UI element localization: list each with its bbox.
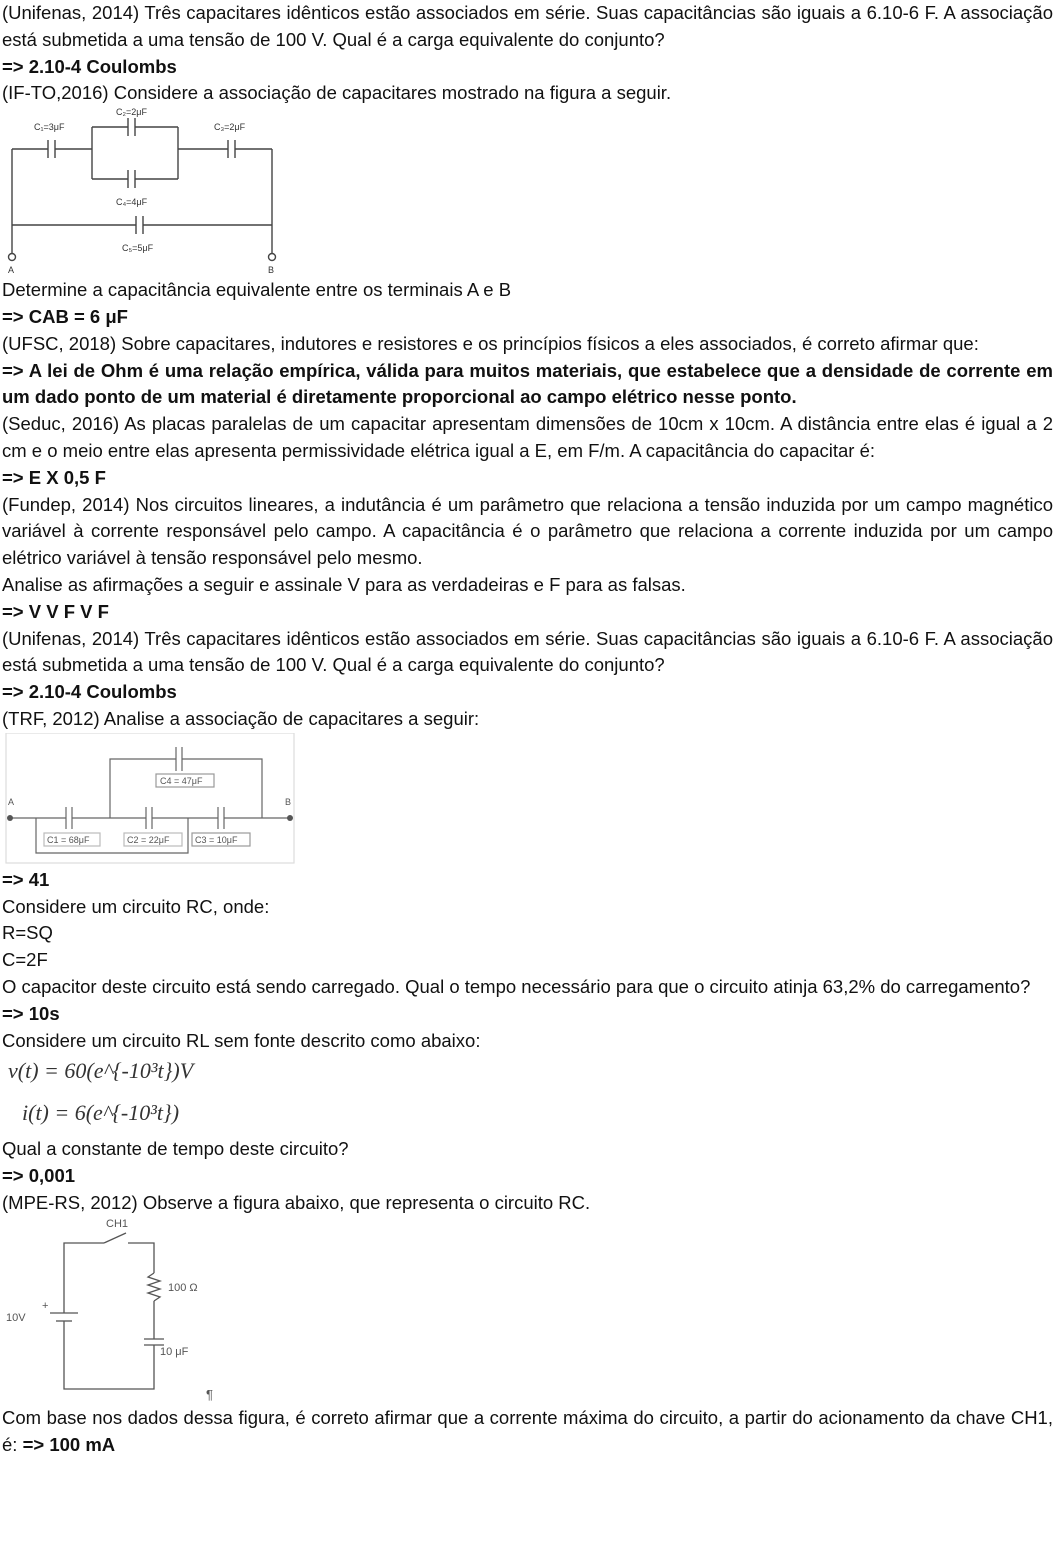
label-c1: C1 = 68μF [47,834,90,845]
question-rc-prompt: O capacitor deste circuito está sendo carregado. Qual o tempo necessário para que o circuito atinja 63,2% do carregamento? [2,975,1031,997]
label-c1: C₁=3μF [34,122,65,133]
answer-mpe: => 100 mA [22,1433,116,1455]
answer-ifto: => CAB = 6 μF [2,305,128,327]
terminal-a: A [8,796,15,807]
label-c5: C₅=5μF [122,243,154,254]
question-mpe-text: Com base nos dados dessa figura, é correto afirmar que a corrente máxima do circuito, a partir do acionamento da chave CH1, é: [2,1406,1053,1455]
terminal-b: B [268,265,275,276]
question-rl-prompt: Qual a constante de tempo deste circuito? [2,1138,349,1160]
label-c2: C₂=2μF [116,107,147,118]
terminal-a: A [8,265,15,276]
question-rc-r: R=SQ [2,922,53,944]
question-rc: Considere um circuito RC, onde: [2,895,270,917]
question-ifto-prompt: Determine a capacitância equivalente entre os terminais A e B [2,279,512,301]
answer-unifenas-1: => 2.10-4 Coulombs [2,55,177,77]
label-plus: + [42,1299,49,1312]
figure-rc-circuit [0,1217,240,1403]
label-c4: C4 = 47μF [160,775,203,786]
label-resistor: 100 Ω [168,1281,198,1294]
question-unifenas-2: (Unifenas, 2014) Três capacitares idênticos estão associados em série. Suas capacitâncias são iguais a 6.10-6 F. A associação está submetida a uma tensão de 100 V. Qual é a carga equivalente do conjunto? [2,627,1053,676]
label-switch: CH1 [106,1217,129,1230]
answer-rl: => 0,001 [2,1165,76,1187]
question-ufsc: (UFSC, 2018) Sobre capacitares, indutores e resistores e os princípios físicos a eles associados, é correto afirmar que: [2,332,979,354]
label-voltage: 10V [6,1311,26,1324]
question-fundep-prompt: Analise as afirmações a seguir e assinale V para as verdadeiras e F para as falsas. [2,573,686,595]
answer-rc: => 10s [2,1002,60,1024]
figure-capacitor-network-ifto [0,107,290,277]
question-unifenas-1: (Unifenas, 2014) Três capacitares idênticos estão associados em série. Suas capacitâncias são iguais a 6.10-6 F. A associação está submetida a uma tensão de 100 V. Qual é a carga equivalente do conjunto? [2,2,1053,50]
paragraph-mark: ¶ [206,1386,213,1402]
answer-ufsc: => A lei de Ohm é uma relação empírica, válida para muitos materiais, que estabelece que a densidade de corrente em um dado ponto de um material é diretamente proporcional ao campo elétrico nesse ponto. [2,359,1053,408]
question-rl: Considere um circuito RL sem fonte descrito como abaixo: [2,1029,481,1051]
question-mpe: (MPE-RS, 2012) Observe a figura abaixo, que representa o circuito RC. [2,1191,591,1213]
label-c4: C₄=4μF [116,197,148,208]
label-c3: C₃=2μF [214,122,246,133]
question-rc-c: C=2F [2,949,48,971]
answer-trf: => 41 [2,868,50,890]
answer-unifenas-2: => 2.10-4 Coulombs [2,681,177,703]
equation-current: i(t) = 6(e^{-10³t}) [22,1100,180,1126]
equation-voltage: v(t) = 60(e^{-10³t})V [8,1058,194,1084]
label-c2: C2 = 22μF [127,834,170,845]
question-mpe-prompt [0,1405,1055,1459]
figure-rl-equations [0,1054,300,1136]
terminal-b: B [285,796,292,807]
question-seduc: (Seduc, 2016) As placas paralelas de um capacitar apresentam dimensões de 10cm x 10cm. A distância entre elas é igual a 2 cm e o meio entre elas apresenta permissividade elétrica igual a E, em F/m. A capacitância do capacitar é: [2,413,1053,461]
question-ifto: (IF-TO,2016) Considere a associação de capacitares mostrado na figura a seguir. [2,82,672,104]
figure-capacitor-association-trf [0,733,300,867]
question-trf: (TRF, 2012) Analise a associação de capacitares a seguir: [2,707,480,729]
label-capacitor: 10 μF [160,1345,189,1358]
answer-seduc: => E X 0,5 F [2,466,106,488]
answer-fundep: => V V F V F [2,600,109,622]
label-c3: C3 = 10μF [195,834,238,845]
question-fundep: (Fundep, 2014) Nos circuitos lineares, a indutância é um parâmetro que relaciona a tensão induzida por um campo magnético variável à corrente responsável pelo campo. A capacitância é o parâmetro que relaciona a corrente induzida por um campo elétrico variável à tensão responsável pelo mesmo. [2,493,1053,569]
